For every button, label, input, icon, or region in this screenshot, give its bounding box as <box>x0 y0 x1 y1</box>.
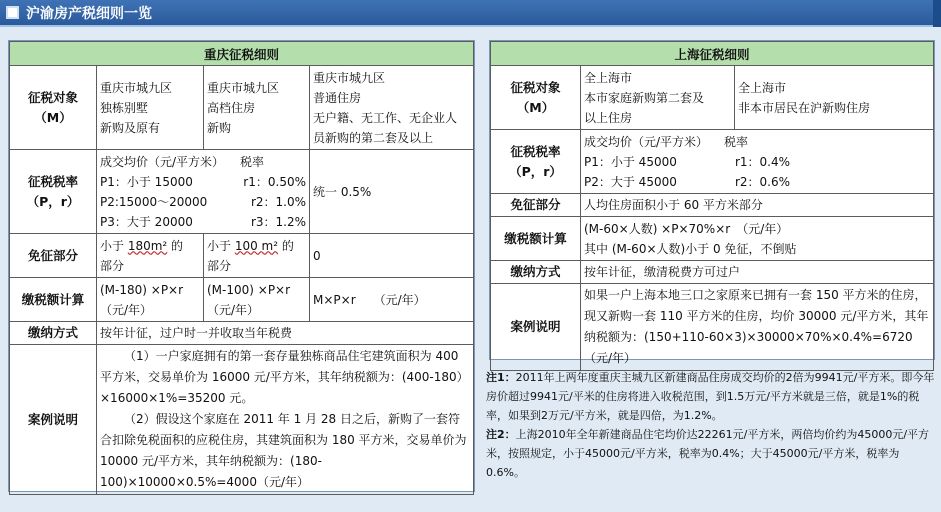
text-line: 部分 <box>207 258 232 273</box>
text-line: 全上海市 <box>738 80 787 95</box>
text-seg: 的 <box>167 238 184 253</box>
sh-object-second-home <box>581 66 735 130</box>
page-banner <box>0 0 941 27</box>
rate-price: P1：小于 15000 <box>100 174 193 189</box>
rate-row <box>584 172 930 192</box>
footnote-tag: 注1： <box>486 371 516 384</box>
footnote-text: 上海2010年全年新建商品住宅均价达22261元/平方米，两倍均价约为45000元/平方米，按照规定，小于45000元/平方米，税率为0.4%；大于45000元/平方米，税率为0.6%。 <box>486 428 930 479</box>
text-line: 员新购的第二套及以上 <box>313 130 434 145</box>
label-line: （M） <box>516 99 555 115</box>
text-seg: 100 m² <box>234 238 279 253</box>
sh-example-label: 案例说明 <box>491 284 581 371</box>
rate-head-left: 成交均价（元/平方米） <box>584 134 709 149</box>
rate-value: r2：1.0% <box>250 194 306 209</box>
cq-object-ordinary <box>310 66 474 150</box>
cq-rate-table <box>97 150 310 234</box>
cq-example-text <box>97 345 474 495</box>
text-line: （元/年） <box>100 302 153 317</box>
sh-exempt-text: 人均住房面积小于 60 平方米部分 <box>581 194 934 217</box>
rate-row <box>100 172 306 192</box>
sh-formula-label: 缴税额计算 <box>491 217 581 261</box>
label-line: 征税税率 <box>27 173 78 189</box>
chongqing-title: 重庆征税细则 <box>10 42 474 66</box>
chongqing-panel <box>8 40 475 492</box>
footnote-tag: 注2： <box>486 428 516 441</box>
cq-exempt-highend <box>204 234 310 278</box>
label-line: （P，r） <box>26 193 80 209</box>
cq-formula-villa <box>97 278 204 322</box>
text-line: （元/年） <box>207 302 260 317</box>
example-para: （2）假设这个家庭在 2011 年 1 月 28 日之后，新购了一套符合扣除免税面积的应税住房，其建筑面积为 180 平方米，交易单价为 10000 元/平方米，其年纳税额为：(180-100)×10000×0.5%=4000（元/年） <box>100 412 467 489</box>
text-line: (M-60×人数) ×P×70%×r （元/年） <box>584 221 789 236</box>
rate-value: r1：0.4% <box>734 154 790 169</box>
text-line: 新购 <box>207 120 232 135</box>
label-line: 征税对象 <box>27 89 78 105</box>
cq-object-label <box>10 66 97 150</box>
text-line: 重庆市城九区 <box>313 70 386 85</box>
text-line: 本市家庭新购第二套及 <box>584 90 705 105</box>
sh-example-text: 如果一户上海本地三口之家原来已拥有一套 150 平方米的住房，现又新购一套 110 平方米的住房，均价 30000 元/平方米，其年纳税额为：(150+110-60×3)×30000×70%×0.4%=6720（元/年） <box>581 284 934 371</box>
shanghai-table <box>490 41 934 371</box>
sh-exempt-label: 免征部分 <box>491 194 581 217</box>
rate-price: P3：大于 20000 <box>100 214 193 229</box>
rate-value: r3：1.2% <box>250 214 306 229</box>
cq-exempt-villa <box>97 234 204 278</box>
text-seg: 小于 <box>100 238 128 253</box>
rate-price: P1：小于 45000 <box>584 154 677 169</box>
footnote-text: 2011年上两年度重庆主城九区新建商品住房成交均价的2倍为9941元/平方米。即今年房价超过9941元/平米的住房将进入收税范围，到1.5万元/平方米就是三倍，就是1%的税率，如果到2万元/平方米，就是四倍，为1.2%。 <box>486 371 935 422</box>
text-seg: 180m² <box>127 238 168 253</box>
sh-rate-table <box>581 130 934 194</box>
square-bullet-icon <box>6 6 19 19</box>
page-title: 沪渝房产税细则一览 <box>26 5 152 22</box>
rate-row <box>100 212 306 232</box>
rate-head-right: 税率 <box>240 154 265 169</box>
rate-head-right: 税率 <box>724 134 749 149</box>
cq-formula-label: 缴税额计算 <box>10 278 97 322</box>
text-line: 独栋别墅 <box>100 100 149 115</box>
label-line: 征税对象 <box>510 79 561 95</box>
rate-value: r1：0.50% <box>243 174 306 189</box>
text-line: 新购及原有 <box>100 120 161 135</box>
text-line: 高档住房 <box>207 100 256 115</box>
text-line: 其中 (M-60×人数)小于 0 免征，不倒贴 <box>584 241 797 256</box>
text-line: 部分 <box>100 258 125 273</box>
example-para: （1）一户家庭拥有的第一套存量独栋商品住宅建筑面积为 400 平方米，交易单价为 16000 元/平方米，其年纳税额为：(400-180）×16000×1%=35200 元。 <box>100 349 469 405</box>
footnote-2 <box>486 425 938 482</box>
text-seg: 的 <box>278 238 294 253</box>
rate-price: P2:15000～20000 <box>100 194 208 209</box>
rate-value: r2：0.6% <box>734 174 790 189</box>
shanghai-panel <box>489 40 935 365</box>
sh-method-text: 按年计征，缴清税费方可过户 <box>581 261 934 284</box>
shanghai-title: 上海征税细则 <box>491 42 934 66</box>
text-line: 非本市居民在沪新购住房 <box>738 100 871 115</box>
sh-object-label <box>491 66 581 130</box>
label-line: （P，r） <box>509 163 562 179</box>
rate-head <box>584 132 930 152</box>
cq-object-highend <box>204 66 310 150</box>
sh-rate-label <box>491 130 581 194</box>
text-line: 以上住房 <box>584 110 633 125</box>
footnote-1 <box>486 368 938 425</box>
banner-edge <box>933 0 941 27</box>
cq-method-label: 缴纳方式 <box>10 322 97 345</box>
sh-method-label: 缴纳方式 <box>491 261 581 284</box>
rate-price: P2：大于 45000 <box>584 174 677 189</box>
cq-exempt-ordinary: 0 <box>310 234 474 278</box>
text-line: 无户籍、无工作、无企业人 <box>313 110 458 125</box>
rate-head <box>100 152 306 172</box>
rate-row <box>100 192 306 212</box>
rate-row <box>584 152 930 172</box>
text-seg: 小于 <box>207 238 235 253</box>
cq-formula-highend <box>204 278 310 322</box>
cq-example-label: 案例说明 <box>10 345 97 495</box>
text-line: 普通住房 <box>313 90 362 105</box>
label-line: 征税税率 <box>510 143 561 159</box>
text-line: (M-180) ×P×r <box>100 282 184 297</box>
cq-rate-label <box>10 150 97 234</box>
sh-formula-text <box>581 217 934 261</box>
footnotes <box>486 368 938 482</box>
sh-object-nonresident <box>735 66 934 130</box>
text-line: 重庆市城九区 <box>100 80 173 95</box>
cq-method-text: 按年计征，过户时一并收取当年税费 <box>97 322 474 345</box>
text-line: 全上海市 <box>584 70 633 85</box>
text-line: (M-100) ×P×r <box>207 282 291 297</box>
cq-formula-ordinary: M×P×r （元/年） <box>310 278 474 322</box>
text-line: 重庆市城九区 <box>207 80 280 95</box>
chongqing-table <box>9 41 474 495</box>
rate-head-left: 成交均价（元/平方米） <box>100 154 225 169</box>
cq-rate-uniform: 统一 0.5% <box>310 150 474 234</box>
label-line: （M） <box>34 109 72 125</box>
cq-object-villa <box>97 66 204 150</box>
cq-exempt-label: 免征部分 <box>10 234 97 278</box>
